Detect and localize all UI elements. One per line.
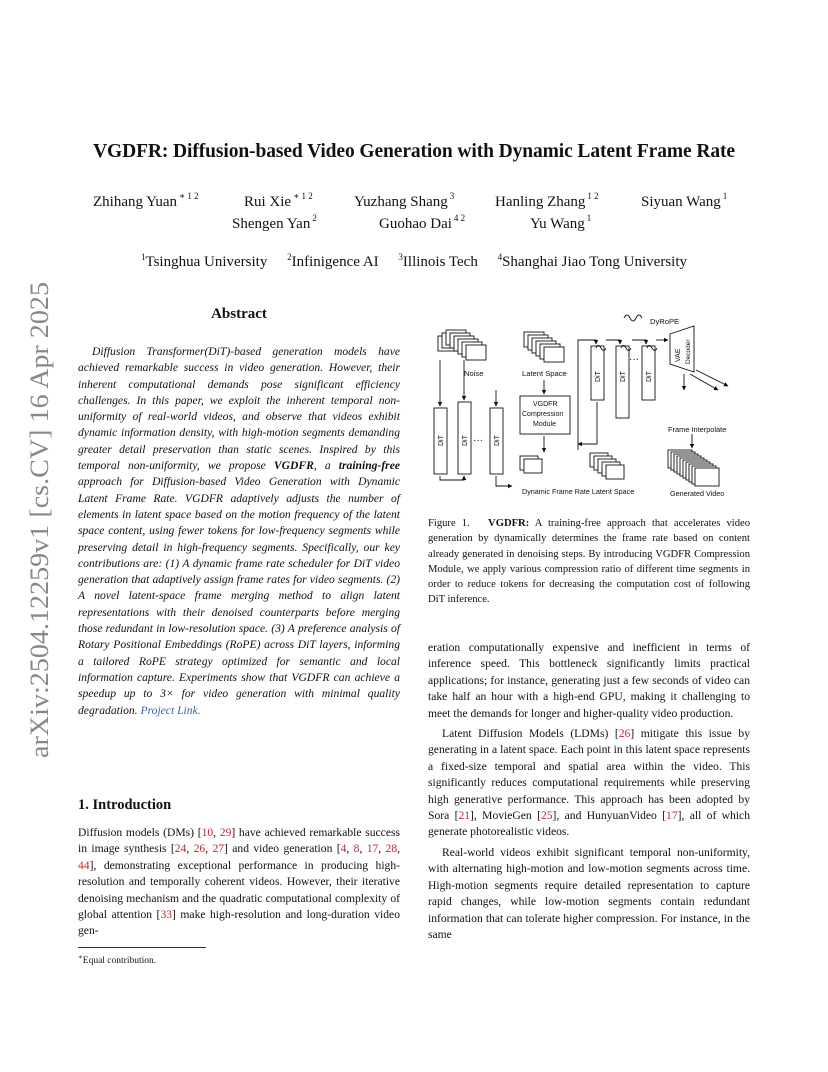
citation-link[interactable]: 8 bbox=[353, 842, 360, 856]
author bbox=[495, 192, 599, 211]
author-sup: 3 bbox=[449, 191, 455, 201]
author-name: Shengen Yan bbox=[232, 216, 311, 232]
affiliation: $^2$Infinigence AI bbox=[287, 252, 379, 270]
author bbox=[379, 214, 465, 233]
author-sup: ∗ 1 2 bbox=[179, 191, 199, 201]
section-heading-introduction: 1. Introduction bbox=[78, 797, 172, 813]
figure-1-diagram bbox=[428, 310, 752, 502]
abstract-text: Diffusion Transformer(DiT)-based generation models have achieved remarkable success in video generation. However, their inherent computational demands pose significant efficiency challenges. In this paper, we exploit the inherent temporal non-uniformity of real-world videos, and observe that videos exhibit dynamic information density, with high-motion segments demanding greater detail preservation than static scenes. Inspired by this temporal non-uniformity, we propose VGDFR, a training-free approach for Diffusion-based Video Generation with Dynamic Latent Frame Rate. VGDFR adaptively adjusts the number of elements in latent space based on the motion frequency of the latent space content, using fewer tokens for low-frequency segments while preserving detail in high-frequency segments. Specifically, our key contributions are: (1) A dynamic frame rate scheduler for DiT video generation that adaptively assign frame rates for video segments. (2) A novel latent-space frame merging method to align latent representations with their denoised counterparts before merging those redundant in low-resolution space. (3) A preference analysis of Rotary Positional Embeddings (RoPE) across DiT layers, informing a tailored RoPE strategy optimized for semantic and local information capture. Experiments show that VGDFR can achieve a speedup up to 3× for video generation with minimal quality degradation. Project Link. bbox=[78, 345, 400, 717]
latent-space-label: Latent Space bbox=[522, 369, 567, 378]
author-name: Guohao Dai bbox=[379, 216, 452, 232]
author bbox=[354, 192, 454, 211]
citation-link[interactable]: 17 bbox=[666, 809, 678, 823]
author-name: Siyuan Wang bbox=[641, 194, 721, 210]
author bbox=[93, 192, 199, 211]
module-label-line3: Module bbox=[533, 421, 556, 428]
author-sup: 4 2 bbox=[453, 213, 466, 223]
intro-paragraph: Diffusion models (DMs) [10, 29] have achieved remarkable success in image synthesis [24, 26, 27] and video generation [4, 8, 17, 28, 44], demonstrating exceptional performance in producing high-resolution and temporally coherent videos. However, their iterative denoising mechanism and the quadratic computational complexity of global attention [33] make high-resolution and long-duration video gen- bbox=[78, 826, 401, 938]
citation-link[interactable]: 27 bbox=[212, 842, 225, 856]
svg-text:DiT: DiT bbox=[462, 435, 469, 446]
paragraph: Latent Diffusion Models (LDMs) [26] mitigate this issue by generating in a latent space. Each point in this latent space represents a fixed-size temporal and spatial area within the video. This significantly reduces computational requirements while preserving high generative performance. This approach has been adopted by Sora [21], MovieGen [25], and HunyuanVideo [17], all of which generate photorealistic videos. bbox=[428, 727, 750, 839]
svg-text:DiT: DiT bbox=[438, 435, 445, 446]
noise-label: Noise bbox=[464, 369, 484, 378]
author-sup: 1 2 bbox=[587, 191, 599, 201]
citation-link[interactable]: 29 bbox=[219, 826, 232, 839]
footnote: ∗Equal contribution. bbox=[78, 953, 157, 967]
right-column-text bbox=[428, 640, 750, 943]
citation-link[interactable]: 28 bbox=[385, 842, 398, 856]
vae-label: VAE bbox=[675, 348, 682, 362]
citation-link[interactable]: 44 bbox=[78, 858, 90, 872]
figure-1-caption: Figure 1. VGDFR: A training-free approach that accelerates video generation by dynamically determines the frame rate based on content already generated in denoising steps. By introducing VGDFR Compression Module, we apply various compression ratio of different time segments in order to reduce tokens for decreasing the computation cost of following DiT inference. bbox=[428, 518, 750, 606]
arxiv-stamp bbox=[4, 280, 60, 760]
author bbox=[530, 214, 591, 233]
author-name: Hanling Zhang bbox=[495, 194, 586, 210]
author-name: Zhihang Yuan bbox=[93, 194, 178, 210]
citation-link[interactable]: 4 bbox=[340, 842, 347, 856]
citation-link[interactable]: 24 bbox=[174, 842, 187, 856]
author-sup: 1 bbox=[586, 213, 592, 223]
author-name: Yu Wang bbox=[530, 216, 585, 232]
latent-frames bbox=[524, 332, 564, 362]
ellipsis-right: ··· bbox=[629, 354, 639, 365]
dyrope-icons bbox=[596, 315, 657, 351]
svg-text:DiT: DiT bbox=[646, 371, 653, 382]
author bbox=[641, 192, 727, 211]
dyrope-label: DyRoPE bbox=[650, 317, 680, 326]
author-sup: 1 bbox=[722, 191, 728, 201]
author-name: Rui Xie bbox=[244, 194, 292, 210]
author-sup: 2 bbox=[312, 213, 317, 223]
paper-title: VGDFR: Diffusion-based Video Generation with Dynamic Latent Frame Rate bbox=[93, 141, 735, 162]
paragraph: Real-world videos exhibit significant temporal non-uniformity, with alternating high-motion and low-motion segments across time. High-motion segments require detailed representation to capture rapid changes, while low-motion segments contain redundant information that can tolerate higher compression. For instance, in the same bbox=[428, 845, 750, 941]
affiliation: $^4$Shanghai Jiao Tong University bbox=[497, 252, 687, 270]
citation-link[interactable]: 17 bbox=[366, 842, 379, 856]
author bbox=[244, 192, 313, 211]
svg-text:DiT: DiT bbox=[494, 435, 501, 446]
footnote-rule bbox=[78, 947, 206, 948]
generated-video-label: Generated Video bbox=[670, 489, 725, 498]
citation-link[interactable]: 10 bbox=[201, 826, 214, 839]
citation-link[interactable]: 25 bbox=[540, 809, 553, 823]
noise-frames bbox=[438, 330, 486, 360]
paragraph: eration computationally expensive and inefficient in terms of inference speed. This bottleneck significantly limits practical applications; for instance, generating just a few seconds of video can take half an hour with a high-end GPU, making it challenging to meet the demands for longer and higher-quality video production. bbox=[428, 641, 750, 720]
module-label-line2: Compression bbox=[522, 411, 564, 418]
author-sup: ∗ 1 2 bbox=[293, 191, 313, 201]
ellipsis-left: ··· bbox=[473, 435, 483, 446]
citation-link[interactable]: 33 bbox=[160, 908, 173, 922]
dynamic-frame-rate-label: Dynamic Frame Rate Latent Space bbox=[522, 487, 635, 496]
affiliation: $^3$Illinois Tech bbox=[398, 252, 478, 270]
project-link[interactable]: Project Link. bbox=[140, 703, 201, 717]
frame-interpolate-label: Frame Interpolate bbox=[668, 425, 727, 434]
affiliation: $^1$Tsinghua University bbox=[140, 252, 268, 270]
arxiv-stamp-text: arXiv:2504.12259v1 [cs.CV] 16 Apr 2025 bbox=[25, 317, 54, 758]
affiliations bbox=[0, 252, 828, 271]
citation-link[interactable]: 26 bbox=[193, 842, 206, 856]
citation-link[interactable]: 21 bbox=[458, 809, 471, 823]
svg-text:DiT: DiT bbox=[620, 371, 627, 382]
abstract-heading: Abstract bbox=[211, 306, 267, 322]
module-label-line1: VGDFR bbox=[533, 401, 558, 408]
author-name: Yuzhang Shang bbox=[354, 194, 448, 210]
dynamic-latent-frames bbox=[520, 453, 624, 479]
svg-text:DiT: DiT bbox=[595, 371, 602, 382]
citation-link[interactable]: 26 bbox=[618, 727, 631, 741]
author bbox=[232, 214, 317, 233]
decoder-label: Decoder bbox=[685, 339, 692, 364]
generated-video-frames bbox=[668, 450, 719, 486]
